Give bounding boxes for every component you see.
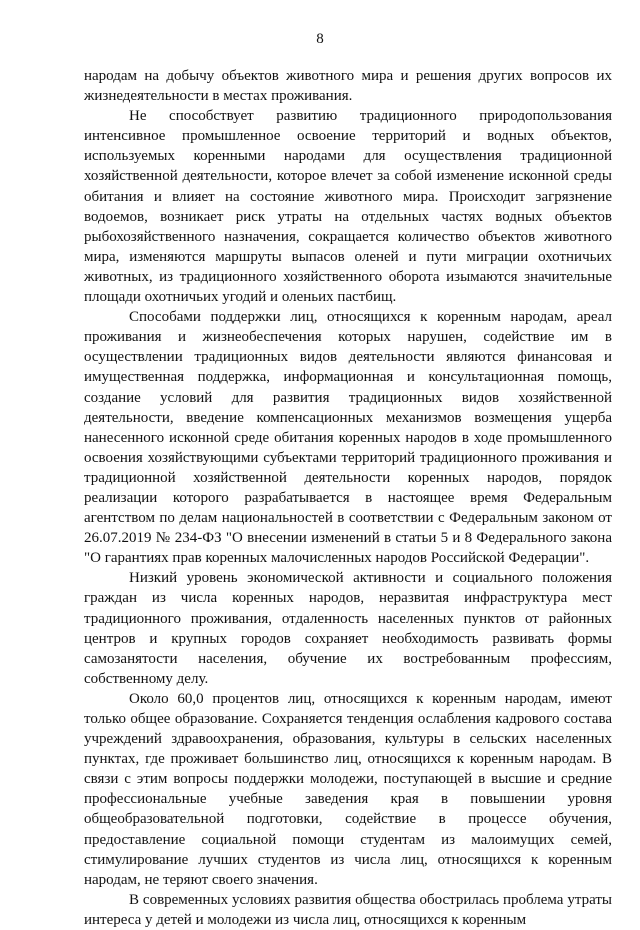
document-body [84,66,612,930]
paragraph: Способами поддержки лиц, относящихся к коренным народам, ареал проживания и жизнеобеспечения которых нарушен, содействие им в осуществлении традиционных видов деятельности являются финансовая и имущественная поддержка, информационная и консультационная помощь, создание условий для развития традиционных видов хозяйственной деятельности, введение компенсационных механизмов возмещения ущерба нанесенного исконной среде обитания коренных народов в ходе промышленного освоения хозяйствующими субъектами территорий традиционного проживания и традиционной хозяйственной деятельности коренных народов, порядок реализации которого разрабатывается в настоящее время Федеральным агентством по делам национальностей в соответствии с Федеральным законом от 26.07.2019 № 234-ФЗ "О внесении изменений в статьи 5 и 8 Федерального закона "О гарантиях прав коренных малочисленных народов Российской Федерации". [84,309,612,567]
paragraph: Около 60,0 процентов лиц, относящихся к коренным народам, имеют только общее образование. Сохраняется тенденция ослабления кадрового состава учреждений здравоохранения, образования, культуры в сельских населенных пунктах, где проживает большинство лиц, относящихся к коренным народам. В связи с этим вопросы поддержки молодежи, поступающей в высшие и средние профессиональные учебные заведения края в повышении уровня общеобразовательной подготовки, содействие в процессе обучения, предоставление социальной помощи студентам из малоимущих семей, стимулирование лучших студентов из числа лиц, относящихся к коренным народам, не теряют своего значения. [84,690,612,888]
paragraph: Низкий уровень экономической активности и социального положения граждан из числа коренных народов, неразвитая инфраструктура мест традиционного проживания, отдаленность населенных пунктов от районных центров и крупных городов сохраняет необходимость развивать формы самозанятости населения, обучение их востребованным профессиям, собственному делу. [84,570,612,687]
paragraph: В современных условиях развития общества обострилась проблема утраты интереса у детей и молодежи из числа лиц, относящихся к коренным [84,891,612,928]
paragraph: Не способствует развитию традиционного природопользования интенсивное промышленное освоение территорий и водных объектов, используемых коренными народами для осуществления традиционной хозяйственной деятельности, которое влечет за собой изменение исконной среды обитания и влияет на состояние животного мира. Происходит загрязнение водоемов, возникает риск утраты на отдельных частях водных объектов рыбохозяйственного назначения, сокращается количество объектов животного мира, изменяются маршруты выпасов оленей и пути миграции охотничьих животных, из традиционного хозяйственного оборота изымаются значительные площади охотничьих угодий и оленьих пастбищ. [84,108,612,306]
page-number: 8 [316,31,324,47]
paragraph-continuation: народам на добычу объектов животного мира и решения других вопросов их жизнедеятельности в местах проживания. [84,68,612,105]
